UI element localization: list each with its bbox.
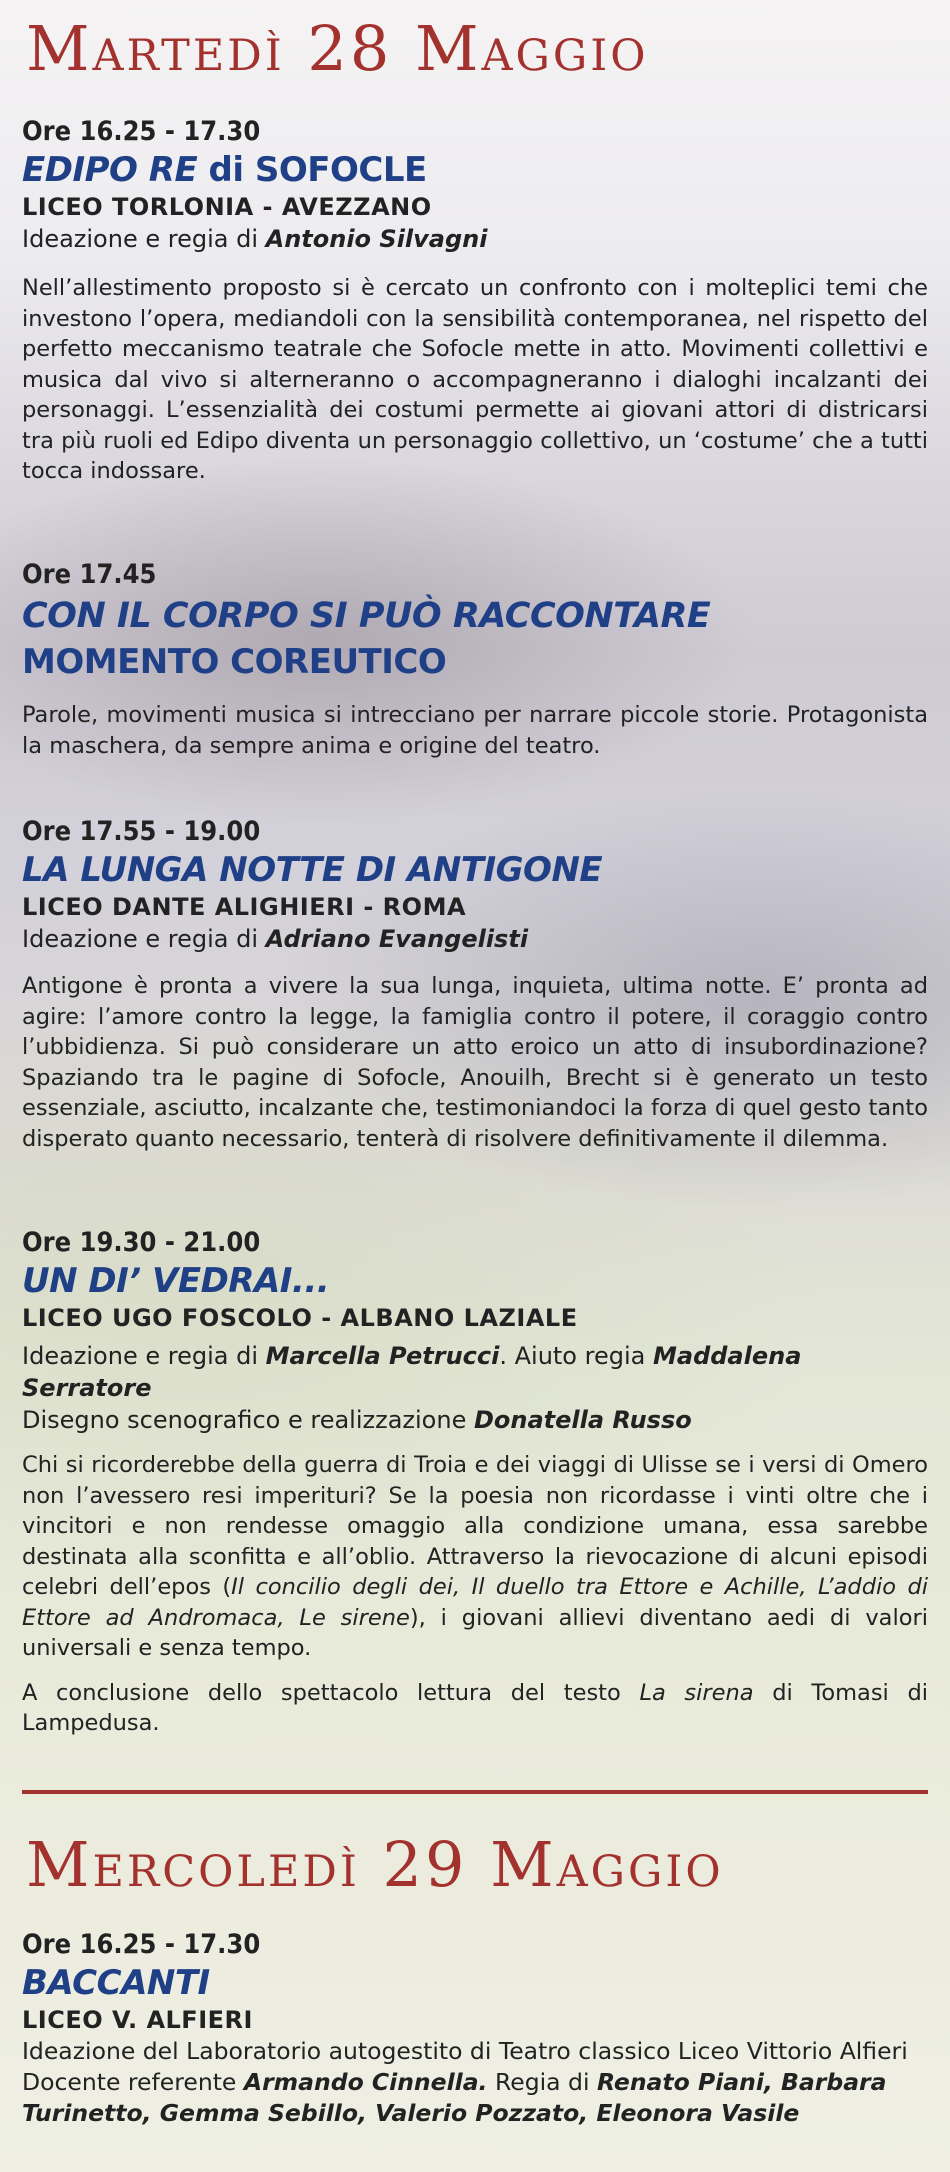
designer-name: Donatella Russo	[473, 1406, 692, 1434]
director-name: Antonio Silvagni	[265, 225, 488, 253]
teacher-name: Armando Cinnella.	[243, 2068, 488, 2096]
event-description: Nell’allestimento proposto si è cercato un confronto con i molteplici temi che investono l’opera, mediandoli con la sensibilità contemporanea, nel rispetto del perfetto meccanismo teatrale che Sofocle mette in atto. Movimenti collettivi e musica dal vivo si alterneranno o accompagneranno i dialoghi incalzanti dei personaggi. L’essenzialità dei costumi permette ai giovani attori di districarsi tra più ruoli ed Edipo diventa un personaggio collettivo, un ‘costume’ che a tutti tocca indossare.	[22, 275, 928, 484]
description-part-a: Chi si ricorderebbe della guerra di Troia e dei viaggi di Ulisse se i versi di Omero non l’avessero resi imperituri? Se la poesia non ricordasse i vinti oltre che i vincitori e non rendesse omaggio alla condizione umana, essa sarebbe destinata alla sconfitta e all’oblio. Attraverso la rievocazione di alcuni episodi celebri dell’epos (	[22, 1452, 928, 1600]
credit-mid: . Aiuto regia	[499, 1342, 646, 1370]
school-name: LICEO DANTE ALIGHIERI - ROMA	[22, 893, 467, 921]
show-title-main: EDIPO RE	[22, 150, 198, 190]
director-name: Marcella Petrucci	[265, 1342, 500, 1370]
closing-title: La sirena	[639, 1679, 754, 1706]
show-title: LA LUNGA NOTTE DI ANTIGONE	[22, 850, 603, 890]
credit-line	[22, 923, 928, 955]
event-description: Antigone è pronta a vivere la sua lunga, inquieta, ultima notte. E’ pronta ad agire: l’amore contro la legge, la famiglia contro il potere, il coraggio contro l’ubbidienza. Si può considerare un atto eroico un atto di insubordinazione? Spaziando tra le pagine di Sofocle, Anouilh, Brecht si è generato un testo essenziale, asciutto, incalzante che, testimoniandoci la forza di quel gesto tanto disperato quanto necessario, tenterà di risolvere definitivamente il dilemma.	[22, 973, 928, 1152]
show-title: CON IL CORPO SI PUÒ RACCONTARE	[22, 596, 711, 636]
director-names: Renato Piani, Barbara Turinetto, Gemma Sebillo, Valerio Pozzato, Eleonora Vasile	[22, 2068, 887, 2127]
event-time: Ore 17.55 - 19.00	[22, 816, 261, 847]
event-closing-note	[22, 1678, 928, 1739]
day-heading: Mercoledì 29 Maggio	[26, 1828, 724, 1901]
credit-text-a: Ideazione del Laboratorio autogestito di Teatro classico Liceo Vittorio Alfieri Docente referente	[22, 2037, 908, 2096]
event-time: Ore 19.30 - 21.00	[22, 1227, 261, 1258]
event-time: Ore 17.45	[22, 559, 157, 590]
credit-line	[22, 1340, 928, 1404]
event-time: Ore 16.25 - 17.30	[22, 1929, 261, 1960]
event-edipo-re	[22, 115, 928, 487]
credit-prefix: Ideazione e regia di	[22, 925, 258, 953]
school-name: LICEO V. ALFIERI	[22, 2006, 253, 2034]
event-description	[22, 1450, 928, 1664]
show-subtitle: MOMENTO COREUTICO	[22, 642, 447, 682]
credit-line	[22, 223, 928, 255]
closing-part-b: di Tomasi di Lampedusa.	[22, 1679, 928, 1736]
school-name: LICEO UGO FOSCOLO - ALBANO LAZIALE	[22, 1304, 578, 1332]
description-episodes: Il concilio degli dei, Il duello tra Ettore e Achille, L’addio di Ettore ad Andromaca, Le sirene	[22, 1574, 928, 1631]
day-heading: Martedì 28 Maggio	[26, 12, 649, 85]
credit2-prefix: Disegno scenografico e realizzazione	[22, 1406, 467, 1434]
credit-line-2	[22, 1404, 928, 1436]
closing-part-a: A conclusione dello spettacolo lettura del testo	[22, 1679, 621, 1706]
section-divider	[22, 1790, 928, 1794]
director-name: Adriano Evangelisti	[265, 925, 529, 953]
event-con-il-corpo	[22, 558, 928, 761]
credit-prefix: Ideazione e regia di	[22, 1342, 258, 1370]
assistant-director-name: Maddalena Serratore	[22, 1342, 802, 1402]
event-baccanti	[22, 1928, 928, 2129]
credit-text-b: Regia di	[494, 2068, 590, 2096]
credit-line	[22, 2036, 928, 2129]
event-time: Ore 16.25 - 17.30	[22, 116, 261, 147]
description-part-b: ), i giovani allievi diventano aedi di valori universali e senza tempo.	[22, 1604, 928, 1661]
event-description: Parole, movimenti musica si intrecciano per narrare piccole storie. Protagonista la maschera, da sempre anima e origine del teatro.	[22, 702, 928, 759]
event-antigone	[22, 815, 928, 1154]
show-title	[22, 149, 928, 191]
credit-prefix: Ideazione e regia di	[22, 225, 258, 253]
school-name: LICEO TORLONIA - AVEZZANO	[22, 193, 432, 221]
show-author: di SOFOCLE	[208, 150, 427, 190]
event-un-di-vedrai	[22, 1226, 928, 1739]
show-title: BACCANTI	[22, 1963, 210, 2003]
show-title: UN DI’ VEDRAI...	[22, 1261, 330, 1301]
